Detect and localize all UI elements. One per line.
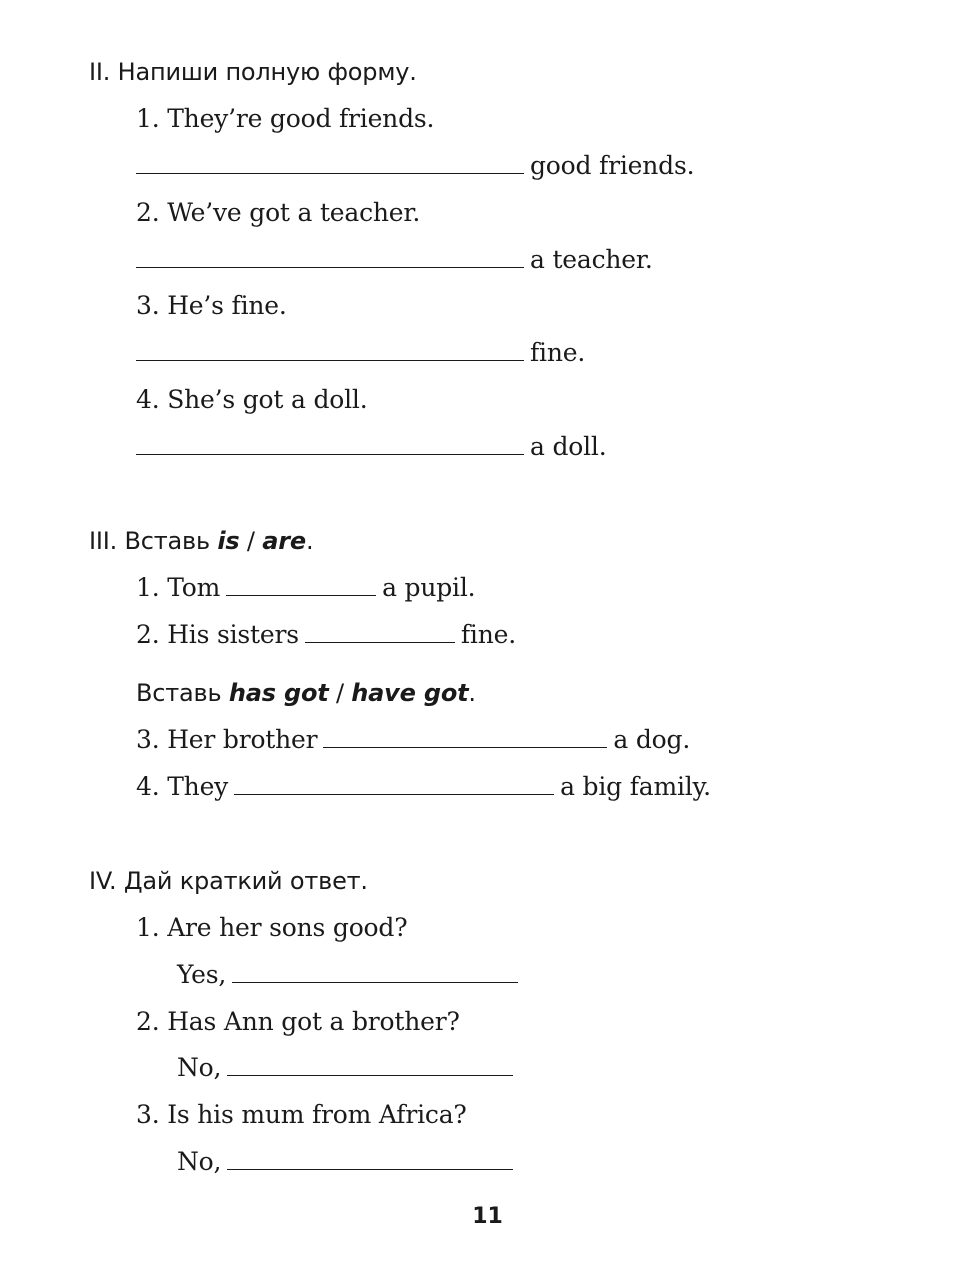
answer-blank[interactable] — [305, 620, 455, 643]
section-2-item-4-answer — [136, 431, 606, 463]
answer-blank[interactable] — [323, 725, 607, 748]
section-3-item-1: 1. Tom a pupil. — [136, 573, 476, 602]
section-2-item-2-answer — [136, 244, 653, 276]
section-4-item-3-question: 3. Is his mum from Africa? — [136, 1100, 467, 1129]
page-number: 11 — [472, 1204, 503, 1229]
answer-blank[interactable] — [136, 338, 524, 361]
section-4-item-1-question: 1. Are her sons good? — [136, 913, 408, 942]
section-4-item-3-answer: No, — [177, 1146, 519, 1178]
answer-blank[interactable] — [234, 772, 554, 795]
section-4-item-2-answer: No, — [177, 1052, 519, 1084]
section-2-item-2-prompt: 2. We’ve got a teacher. — [136, 198, 421, 227]
section-3-item-2: 2. His sisters fine. — [136, 620, 516, 649]
section-4-heading: IV. Дай краткий ответ. — [89, 867, 368, 895]
answer-blank[interactable] — [227, 1147, 513, 1170]
section-4-item-1-answer: Yes, — [177, 959, 524, 991]
answer-blank[interactable] — [136, 432, 524, 455]
answer-suffix: a teacher. — [530, 245, 653, 274]
section-3-heading: III. Вставь is / are. — [89, 527, 314, 555]
section-3-item-3: 3. Her brother a dog. — [136, 725, 691, 754]
section-2-item-4-prompt: 4. She’s got a doll. — [136, 385, 368, 414]
section-2-item-3-answer — [136, 337, 585, 369]
answer-blank[interactable] — [232, 960, 518, 983]
answer-suffix: good friends. — [530, 151, 695, 180]
answer-blank[interactable] — [136, 151, 524, 174]
answer-suffix: fine. — [530, 338, 586, 367]
answer-blank[interactable] — [226, 573, 376, 596]
section-3-item-4: 4. They a big family. — [136, 772, 711, 801]
answer-suffix: a doll. — [530, 432, 607, 461]
section-2-item-3-prompt: 3. He’s fine. — [136, 291, 287, 320]
answer-blank[interactable] — [227, 1053, 513, 1076]
section-4-item-2-question: 2. Has Ann got a brother? — [136, 1007, 460, 1036]
section-2-heading: II. Напиши полную форму. — [89, 58, 417, 86]
section-3-subheading: Вставь has got / have got. — [136, 679, 476, 707]
section-2-item-1-prompt: 1. They’re good friends. — [136, 104, 435, 133]
section-2-item-1-answer — [136, 150, 694, 182]
answer-blank[interactable] — [136, 245, 524, 268]
